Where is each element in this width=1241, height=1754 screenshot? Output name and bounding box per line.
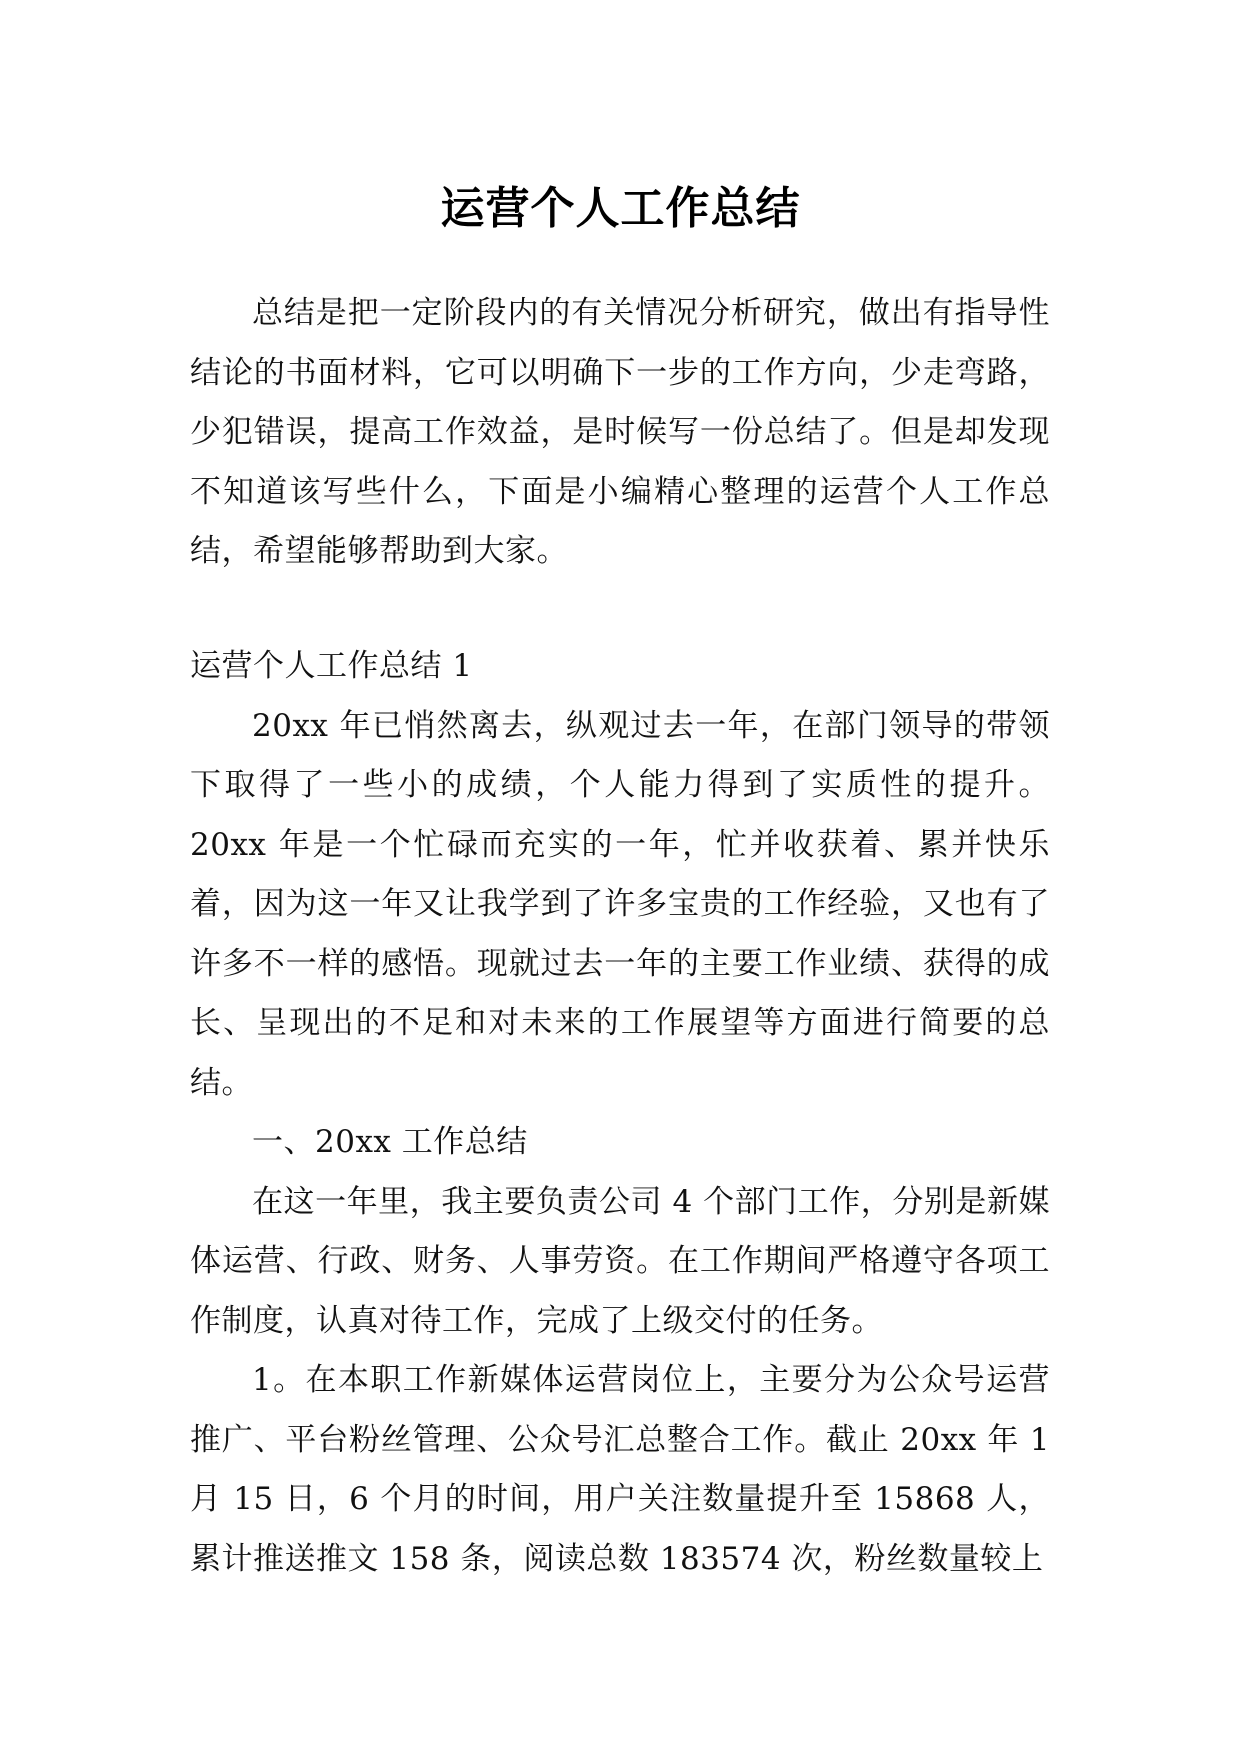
section-paragraph-1: 20xx 年已悄然离去，纵观过去一年，在部门领导的带领下取得了一些小的成绩，个人能力得到了实质性的提升。20xx 年是一个忙碌而充实的一年，忙并收获着、累并快乐着，因为这一年又让我学到了许多宝贵的工作经验，又也有了许多不一样的感悟。现就过去一年的主要工作业绩、获得的成长、呈现出的不足和对未来的工作展望等方面进行简要的总结。 [190, 707, 1050, 1101]
section-subheading: 一、20xx 工作总结 [252, 1124, 528, 1160]
document-title: 运营个人工作总结 [440, 183, 801, 235]
section-paragraph-3: 1。在本职工作新媒体运营岗位上，主要分为公众号运营推广、平台粉丝管理、公众号汇总整合工作。截止 20xx 年 1 月 15 日，6 个月的时间，用户关注数量提升至 15868 人，累计推送推文 158 条，阅读总数 183574 次，粉丝数量较上 [190, 1362, 1050, 1577]
section-heading: 运营个人工作总结 1 [190, 648, 473, 684]
intro-section [190, 284, 1050, 582]
section-1 [190, 637, 1050, 1589]
section-paragraph-2: 在这一年里，我主要负责公司 4 个部门工作，分别是新媒体运营、行政、财务、人事劳资。在工作期间严格遵守各项工作制度，认真对待工作，完成了上级交付的任务。 [190, 1183, 1050, 1339]
intro-paragraph: 总结是把一定阶段内的有关情况分析研究，做出有指导性结论的书面材料，它可以明确下一步的工作方向，少走弯路，少犯错误，提高工作效益，是时候写一份总结了。但是却发现不知道该写些什么，下面是小编精心整理的运营个人工作总结，希望能够帮助到大家。 [190, 295, 1050, 569]
